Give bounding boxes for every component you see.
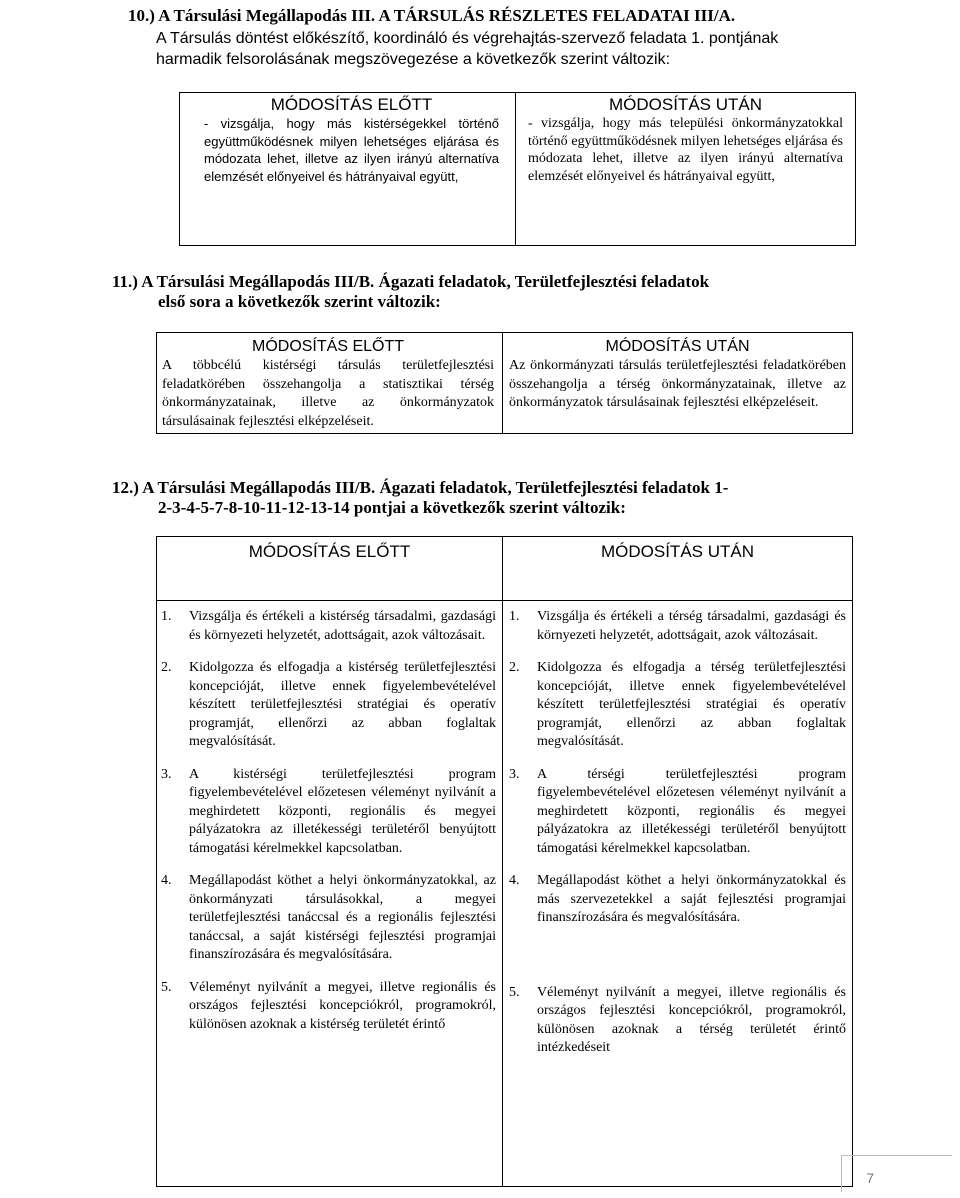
list-item bbox=[509, 872, 846, 928]
list-item bbox=[509, 608, 846, 645]
section-12-title-line-2: 2-3-4-5-7-8-10-11-12-13-14 pontjai a következők szerint változik: bbox=[158, 498, 626, 517]
section-10-intro bbox=[156, 28, 778, 70]
list-item-text: Vizsgálja és értékeli a kistérség társadalmi, gazdasági és környezeti helyzetét, adottságait, azok változásait. bbox=[189, 609, 496, 643]
list-item bbox=[161, 979, 496, 1035]
section-12-before-cell bbox=[157, 601, 503, 1187]
section-11-after-label: MÓDOSÍTÁS UTÁN bbox=[605, 338, 750, 355]
section-12-before-label: MÓDOSÍTÁS ELŐTT bbox=[248, 542, 411, 561]
list-item bbox=[161, 659, 496, 752]
page-number-box bbox=[841, 1155, 952, 1192]
list-item bbox=[509, 984, 846, 1058]
list-item-text: Megállapodást köthet a helyi önkormányzatokkal, az önkormányzati társulásokkal, a megyei területfejlesztési tanáccsal és a regionális fejlesztési tanáccsal, a saját kistérségi fejlesztési programjai finanszírozására és megvalósítására. bbox=[189, 873, 496, 962]
list-item-number: 4. bbox=[509, 873, 520, 888]
section-10-heading bbox=[128, 6, 735, 26]
section-10-after-label: MÓDOSÍTÁS UTÁN bbox=[608, 95, 762, 114]
section-10-intro-line-2: harmadik felsorolásának megszövegezése a következők szerint változik: bbox=[156, 51, 671, 68]
section-12-table bbox=[156, 536, 853, 1187]
section-12-after-label: MÓDOSÍTÁS UTÁN bbox=[600, 542, 754, 561]
section-10-before-text: - vizsgálja, hogy más kistérségekkel történő együttműködésnek milyen lehetséges eljárása és módozata lehet, illetve az ilyen irányú alternatíva elemzését előnyeivel és hátrányaival együtt, bbox=[204, 116, 499, 184]
section-11-before-text: A többcélú kistérségi társulás területfejlesztési feladatkörében összehangolja a statisztikai térség önkormányzatainak, illetve az önkormányzatok társulásainak fejlesztési elképzeléseit. bbox=[162, 358, 494, 429]
list-item bbox=[161, 608, 496, 645]
list-item-number: 1. bbox=[161, 609, 172, 624]
list-item bbox=[509, 766, 846, 859]
list-item-text: Kidolgozza és elfogadja a kistérség területfejlesztési koncepcióját, illetve ennek figyelembevételével készített területfejlesztési stratégiai és operatív programját, ellenőrzi az abban foglaltak megvalósítását. bbox=[189, 660, 496, 749]
list-item bbox=[161, 766, 496, 859]
list-item-text: Kidolgozza és elfogadja a térség területfejlesztési koncepcióját, illetve ennek figyelembevételével készített területfejlesztési stratégiai és operatív programját, ellenőrzi az abban foglaltak megvalósítását. bbox=[537, 660, 846, 749]
section-10-after-text: - vizsgálja, hogy más települési önkormányzatokkal történő együttműködésnek milyen lehetséges eljárása és módozata lehet, illetve az ilyen irányú alternatíva elemzését előnyeivel és hátrányaival együtt, bbox=[528, 116, 843, 184]
section-11-before-label: MÓDOSÍTÁS ELŐTT bbox=[251, 338, 404, 355]
list-item-number: 3. bbox=[161, 766, 172, 782]
section-11-heading bbox=[112, 272, 848, 312]
list-item-number: 3. bbox=[509, 766, 520, 782]
page-number: 7 bbox=[866, 1170, 874, 1186]
list-item-text: Megállapodást köthet a helyi önkormányzatokkal és más szervezetekkel a saját fejlesztési programjai finanszírozására és megvalósítására. bbox=[537, 873, 846, 925]
section-12-after-header bbox=[503, 537, 853, 601]
list-item-text: A kistérségi területfejlesztési program figyelembevételével előzetesen véleményt nyilvánít a meghirdetett központi, regionális és megyei pályázatokra az illetékességi területéről benyújtott támogatási kérelmekkel kapcsolatban. bbox=[189, 766, 496, 856]
list-item-number: 5. bbox=[161, 979, 172, 995]
section-10-before-label: MÓDOSÍTÁS ELŐTT bbox=[270, 95, 433, 114]
section-11-before-cell bbox=[157, 333, 503, 434]
section-12-before-header bbox=[157, 537, 503, 601]
list-item-number: 5. bbox=[509, 984, 520, 1000]
list-item-number: 4. bbox=[161, 873, 172, 888]
section-11-title-line-2: első sora a következők szerint változik: bbox=[158, 292, 441, 311]
section-12-after-cell bbox=[503, 601, 853, 1187]
section-11-after-cell bbox=[503, 333, 853, 434]
list-item-number: 2. bbox=[161, 660, 172, 675]
section-11-table bbox=[156, 332, 853, 434]
section-10-intro-line-1: A Társulás döntést előkészítő, koordináló és végrehajtás-szervező feladata 1. pontjának bbox=[156, 30, 779, 47]
list-item-number: 1. bbox=[509, 609, 520, 624]
list-item bbox=[509, 659, 846, 752]
list-item-text: Véleményt nyilvánít a megyei, illetve regionális és országos fejlesztési koncepciókról, programokról, különösen azoknak a kistérség területét érintő bbox=[189, 979, 496, 1032]
list-item-text: Vizsgálja és értékeli a térség társadalmi, gazdasági és környezeti helyzetét, adottságait, azok változásait. bbox=[537, 609, 846, 643]
section-10-before-cell bbox=[180, 93, 516, 246]
list-item-number: 2. bbox=[509, 660, 520, 675]
section-12-title-line-1: 12.) A Társulási Megállapodás III/B. Ágazati feladatok, Területfejlesztési feladatok 1- bbox=[112, 478, 729, 497]
section-12-heading bbox=[112, 478, 728, 518]
section-10-table bbox=[179, 92, 856, 246]
list-item-text: A térségi területfejlesztési program figyelembevételével előzetesen véleményt nyilvánít a meghirdetett központi, regionális és megyei pályázatokra az illetékességi területéről benyújtott támogatási kérelmekkel kapcsolatban. bbox=[537, 766, 846, 856]
section-10-after-cell bbox=[516, 93, 856, 246]
section-11-title-line-1: 11.) A Társulási Megállapodás III/B. Ágazati feladatok, Területfejlesztési feladatok bbox=[112, 272, 710, 291]
list-item-text: Véleményt nyilvánít a megyei, illetve regionális és országos fejlesztési koncepciókról, programokról, különösen azoknak a térség területét érintő intézkedéseit bbox=[537, 984, 846, 1055]
section-11-after-text: Az önkormányzati társulás területfejlesztési feladatkörében összehangolja a térség önkormányzatainak, illetve az önkormányzatok társulásainak fejlesztési elképzeléseit. bbox=[509, 358, 846, 410]
list-item bbox=[161, 872, 496, 965]
section-10-title: 10.) A Társulási Megállapodás III. A TÁRSULÁS RÉSZLETES FELADATAI III/A. bbox=[128, 6, 736, 25]
